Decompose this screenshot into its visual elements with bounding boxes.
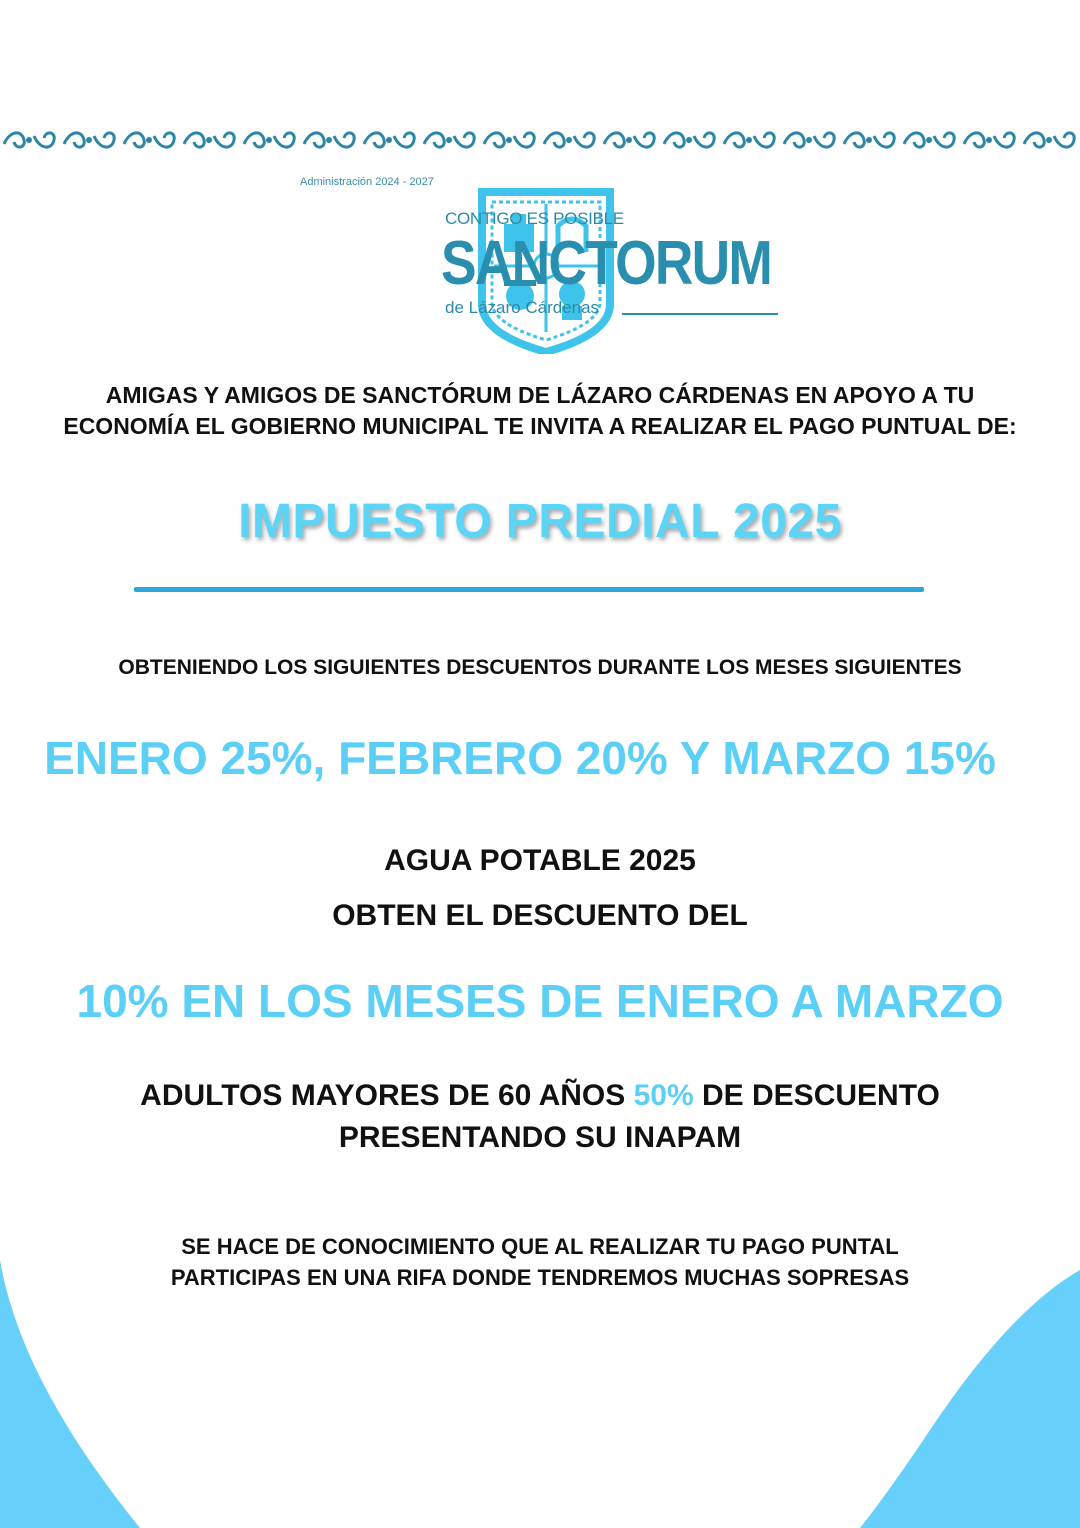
- intro-line-2: ECONOMÍA EL GOBIERNO MUNICIPAL TE INVITA A REALIZAR EL PAGO PUNTUAL DE:: [63, 413, 1017, 439]
- discounts-intro: OBTENIENDO LOS SIGUIENTES DESCUENTOS DURANTE LOS MESES SIGUIENTES: [118, 656, 962, 679]
- seniors-prefix: ADULTOS MAYORES DE 60 AÑOS: [140, 1079, 626, 1112]
- water-title: AGUA POTABLE 2025: [384, 844, 696, 877]
- brand-subtitle: de Lázaro Cárdenas: [445, 298, 600, 317]
- administration-label: Administración 2024 - 2027: [300, 176, 434, 188]
- intro-text: [0, 380, 1080, 442]
- seniors-line-1: [0, 1075, 1080, 1117]
- brand-name: SANCTORUM: [441, 229, 772, 298]
- brand-underline: [622, 313, 778, 315]
- decorative-border: [0, 122, 1080, 158]
- seniors-suffix: DE DESCUENTO: [702, 1079, 940, 1112]
- decorative-corner-right: [860, 1270, 1080, 1528]
- discounts-months: ENERO 25%, FEBRERO 20% Y MARZO 15%: [44, 732, 996, 784]
- raffle-line-1: SE HACE DE CONOCIMIENTO QUE AL REALIZAR TU PAGO PUNTAL: [181, 1234, 899, 1259]
- water-discount: 10% EN LOS MESES DE ENERO A MARZO: [76, 975, 1004, 1027]
- tax-title: IMPUESTO PREDIAL 2025: [238, 495, 842, 548]
- seniors-line-2: PRESENTANDO SU INAPAM: [338, 1121, 742, 1154]
- intro-line-1: AMIGAS Y AMIGOS DE SANCTÓRUM DE LÁZARO CÁRDENAS EN APOYO A TU: [105, 382, 975, 408]
- raffle-line-2: PARTICIPAS EN UNA RIFA DONDE TENDREMOS MUCHAS SOPRESAS: [170, 1265, 910, 1290]
- decorative-corner-left: [0, 1260, 140, 1528]
- title-divider: [134, 587, 924, 592]
- seniors-discount: [0, 1075, 1080, 1159]
- water-subtitle: OBTEN EL DESCUENTO DEL: [332, 899, 748, 932]
- slogan: CONTIGO ES POSIBLE: [445, 209, 624, 228]
- seniors-percent: 50%: [633, 1079, 694, 1112]
